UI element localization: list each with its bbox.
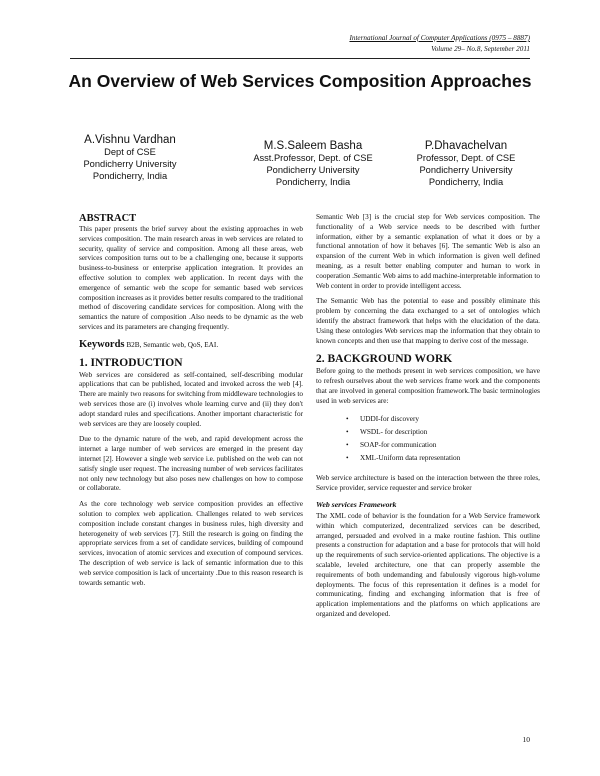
author-name: A.Vishnu Vardhan [84,134,176,146]
list-item: • UDDI-for discovery [360,413,540,426]
keywords-label: Keywords [79,338,125,350]
left-column [79,213,303,594]
keywords-text: B2B, Semantic web, QoS, EAI. [126,340,219,349]
author-name: M.S.Saleem Basha [263,140,363,152]
paragraph: Semantic Web [3] is the crucial step for Web services composition. The functionality of a Web service needs to be described with further information, either by a semantic explanation of what it does or by a functional annotation of how it behaves [6]. The semantic Web is also an expansion of the current Web in which information is given well defined meaning, as a result better enabling computer and human to work in cooperation .Semantic Web aims to add machine-interpretable information to Web content in order to provide intelligent access. [316,213,540,290]
paragraph: Web service architecture is based on the interaction between the three roles, Service provider, service requester and service broker [316,474,540,493]
abstract-heading: ABSTRACT [79,213,137,224]
author-affiliation: Dept of CSE [104,147,156,157]
list-item: • SOAP-for communication [360,439,540,452]
author-affiliation: Pondicherry University [83,158,177,169]
background-heading: 2. BACKGROUND WORK [316,353,453,366]
author-affiliation: Professor, Dept. of CSE [416,153,516,163]
author-block-3 [381,139,551,188]
author-affiliation: Pondicherry, India [428,176,504,187]
author-affiliation: Pondicherry University [266,164,360,175]
paragraph: As the core technology web service composition provides an effective solution to complex web application. Challenges related to web services composition include constant changes in business rules, high diversity and heterogeneity of web services [7]. Still the research is going on finding the appropriate services from a set of candidate services, building of compound services, invocation of atomic services and execution of compound services. The description of web service is lack of semantic information due to this web service composition is lack of uncertainty .Due to this reason research is towards semantic web. [79,500,303,587]
terminology-list [316,413,540,466]
author-affiliation: Pondicherry, India [275,176,351,187]
subsection-heading: Web services Framework [316,499,397,509]
author-affiliation: Pondicherry University [419,164,513,175]
author-name: P.Dhavachelvan [424,140,508,152]
journal-volume: Volume 29– No.8, September 2011 [431,45,530,53]
journal-header [349,33,530,55]
author-block-1 [45,133,215,182]
paragraph: Due to the dynamic nature of the web, and rapid development across the internet a large number of web services are emerged in the present day internet [2]. However a single web service i.e. published on the web can not satisfy single user request. The increasing number of web services facilitates not only new technology but also poses new challenges on how to compose or collaborate. [79,435,303,493]
paper-title: An Overview of Web Services Composition Approaches [68,71,532,91]
right-column [316,213,540,626]
list-item: • XML-Uniform data representation [360,452,540,465]
header-rule [70,58,530,59]
journal-name: International Journal of Computer Applications (0975 – 8887) [349,34,530,42]
keywords [79,340,303,351]
page-number: 10 [522,735,530,744]
introduction-heading: 1. INTRODUCTION [79,356,183,369]
author-affiliation: Asst.Professor, Dept. of CSE [253,153,373,163]
abstract-text: This paper presents the brief survey about the existing approaches in web services composition. The main research areas in web services are related to security, quality of service and composition. Among all these areas, web services composition turns out to be a challenging one, because it supports business-to-business or enterprise application integration. It provides an effective solution to complex web application. In recent days with the emergence of semantic web the scope for semantic based web services composition increases as it provides better results compared to the traditional method of discovering candidate services for composition. Along with the semantics the nature of composition .Also needs to be dynamic as the web services and its parameters are changing frequently. [79,225,303,331]
list-item: • WSDL- for description [360,426,540,439]
paragraph: The XML code of behavior is the foundation for a Web Service framework within which computerized, decentralized services can be described, arranged, persuaded and evolved in a make routine fashion. This outline presents a construction for adaptation and a base for protocols that will hold up the requirements of such service-oriented applications. The objective is a scalable, leveled architecture, one that can properly assemble the requirements of both undemanding and fabulously vigorous high-volume deployments. The focus of this representation it defines is a model for communicating, finding and exchanging information that is free of application implementations and the platforms on which applications are organized and developed. [316,511,540,618]
author-block-2 [228,139,398,188]
paragraph: Before going to the methods present in web services composition, we have to refresh ourselves about the web services frame work and the components that are involved in general composition framework.The basic terminologies used in web services are: [316,367,540,405]
paragraph: The Semantic Web has the potential to ease and possibly eliminate this problem by concerning the data exchanged to a set of ontologies which identify the abstract framework that helps with the elucidation of the data. Using these ontologies Web services map the information that they obtain to known concepts and then use that mapping to derive cost of the message. [316,297,540,345]
paragraph: Web services are considered as self-contained, self-describing modular applications that can be published, located and invoked across the web [4]. There are mainly two reasons for switching from middleware technologies to web services those are (i) involves whole learning curve and (ii) they don't adopt standard rules and specifications. Another important characteristic for web services are they are loosely coupled. [79,370,303,428]
author-affiliation: Pondicherry, India [92,170,168,181]
